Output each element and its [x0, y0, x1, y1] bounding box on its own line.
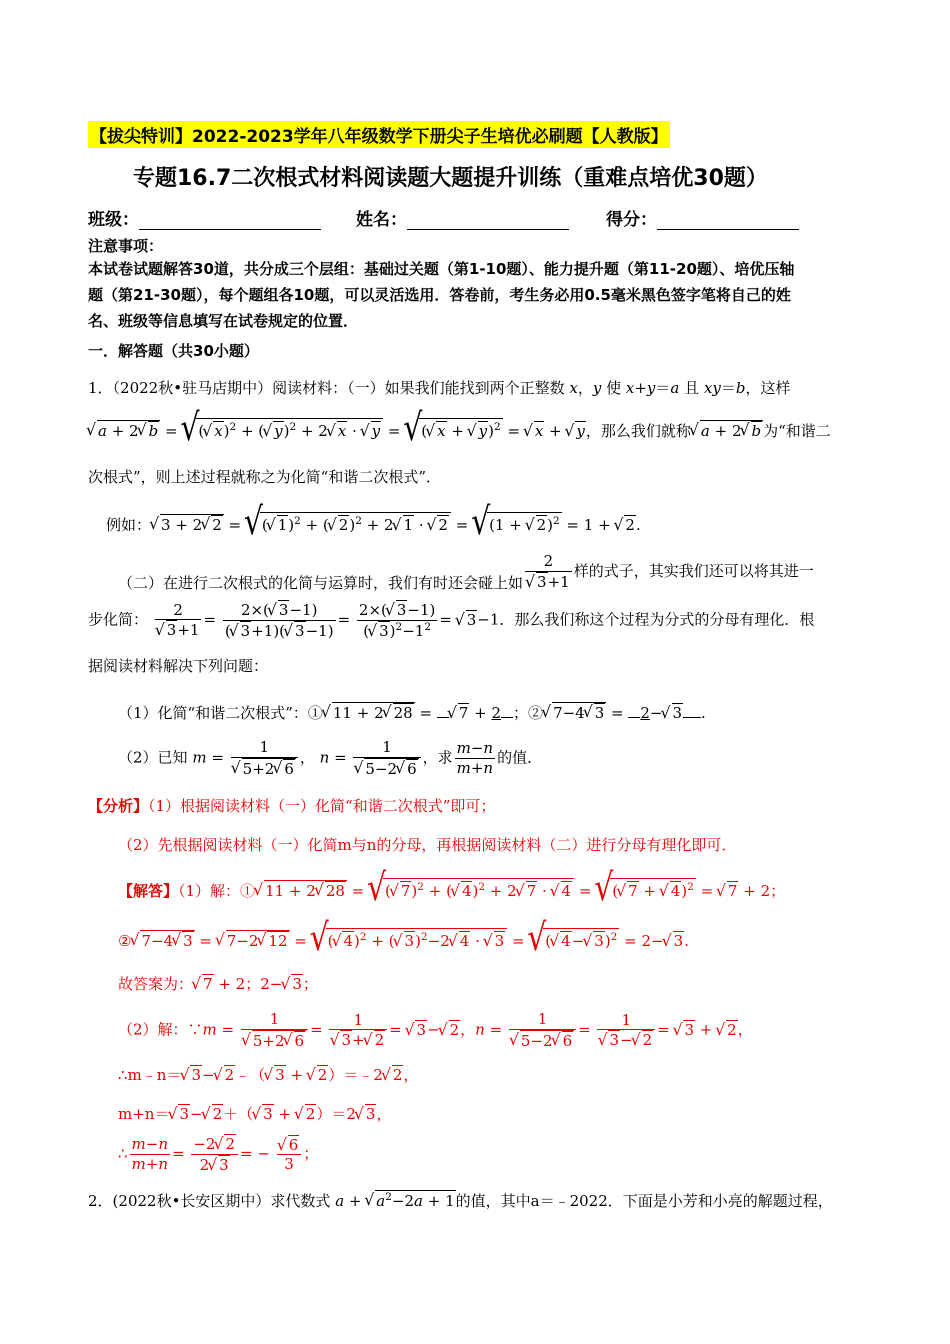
q1-text: 据阅读材料解决下列问题： [88, 657, 269, 675]
q1-sub2: （2）已知 m = 1 √ 5+2√ 6 ， n = 1 √ 5−2√ 6 ，求 $\frac{m-n}{m+n}$ 的值． [118, 738, 542, 779]
q1-rationalize: 步化简： 2 √ 3+1 = $\frac{2\times(√ 3-1)}{(√ 3+1)(√ 3-1)}$ = $\frac{2\times(√ 3-1)}{(√ 3)^2-1^2}$ = √ 3−1．那么我们称这个过程为分式的分母有理化．根 [88, 600, 814, 641]
q2-text: 2．(2022秋•长安区期中）求代数式 a + √ $a^2-2a + 1$的值，其中a＝﹣2022．下面是小芳和小亮的解题过程， [88, 1190, 833, 1211]
q1-analysis: 【分析】（1）根据阅读材料（一）化简“和谐二次根式”即可； [88, 797, 496, 815]
page-title: 专题16.7二次根式材料阅读题大题提升训练（重难点培优30题） [133, 166, 768, 191]
q1-sub1: （1）化简“和谐二次根式”：①√ 11 + 2√ 28 = √ 7 + 2 ；②√ 7−4√ 3 = 2−√ 3 . [118, 702, 706, 723]
q1-solution2: ∴ $\frac{m-n}{m+n}$ = $\frac{-2√ 2}{2√ 3}$ = − √ $\frac{6}{3}$ ； [118, 1134, 318, 1175]
class-field[interactable]: 班级： [88, 205, 321, 230]
notes-line: 名、班级等信息填写在试卷规定的位置． [88, 312, 359, 330]
q1-text: 次根式”，则上述过程就称之为化简“和谐二次根式”． [88, 468, 442, 486]
q1-answer: 【解答】（1）解：①√ 11 + 2√ 28 = √ (√ 7)$^2$ + (√ 4)$^2$ + 2√ 7 · √ 4 = √ (√ 7 + √ 4)$^2$ = √ 7 + 2； [118, 878, 785, 901]
q1-part2: （二）在进行二次根式的化简与运算时，我们有时还会碰上如 2 √ 3+1 样的式子，其实我们还可以将其进一 [118, 552, 814, 592]
q1-answer: ②√ 7−4√ 3 = √ 7−2√ 12 = √ (√ 4)$^2$ + (√ 3)$^2$−2√ 4 · √ 3 = √ (√ 4−√ 3)$^2$ = 2−√ 3. [118, 928, 689, 950]
banner: 【拔尖特训】2022-2023学年八年级数学下册尖子生培优必刷题【人教版】 [88, 121, 670, 148]
notes-line: 题（第21-30题），每个题组各10题，可以灵活选用．答卷前，考生务必用0.5毫米黑色签字笔将自己的姓 [88, 286, 791, 304]
section-heading: 一．解答题（共30小题） [88, 342, 259, 360]
q1-solution2: m+n＝√ 3−√ 2＋（√ 3 + √ 2）＝2√ 3， [118, 1103, 391, 1124]
q1-analysis: （2）先根据阅读材料（一）化简m与n的分母，再根据阅读材料（二）进行分母有理化即可． [118, 836, 737, 854]
notes-line: 本试卷试题解答30道，共分成三个层组：基础过关题（第1-10题）、能力提升题（第11-20题）、培优压轴 [88, 260, 795, 278]
notes-heading: 注意事项： [88, 237, 164, 255]
q1-answer: 故答案为：√ 7 + 2；2−√ 3； [118, 973, 318, 994]
q1-intro: 1．（2022秋•驻马店期中）阅读材料：（一）如果我们能找到两个正整数 x，y 使 x+y＝a 且 xy＝b，这样 [88, 379, 791, 397]
info-fields [88, 205, 848, 229]
q1-example: 例如：√ 3 + 2√ 2 = √ (√ 1)$^2$ + (√ 2)$^2$ + 2√ 1 · √ 2 = √ (1 + √ 2)$^2$ = 1 + √ 2. [106, 512, 641, 535]
score-field[interactable]: 得分： [606, 205, 799, 230]
q1-solution2: ∴m﹣n＝√ 3−√ 2﹣（√ 3 + √ 2）＝﹣2√ 2， [118, 1064, 418, 1085]
name-field[interactable]: 姓名： [356, 205, 569, 230]
q1-formula-line: √ a + 2√ b = √ (√ x)$^2$ + (√ y)$^2$ + 2√ x · √ y = √ (√ x + √ y)$^2$ = √ x + √ y，那么我们就称√ a + 2√ b 为“和谐二 [88, 418, 831, 441]
q1-solution2: （2）解：∵m = 1 √ 5+2√ 6 = 1 √ 3+√ 2 = √ 3−√ 2，n = 1 √ 5−2√ 6 = 1 √ 3−√ 2 = √ 3 + √ 2， [118, 1010, 753, 1051]
